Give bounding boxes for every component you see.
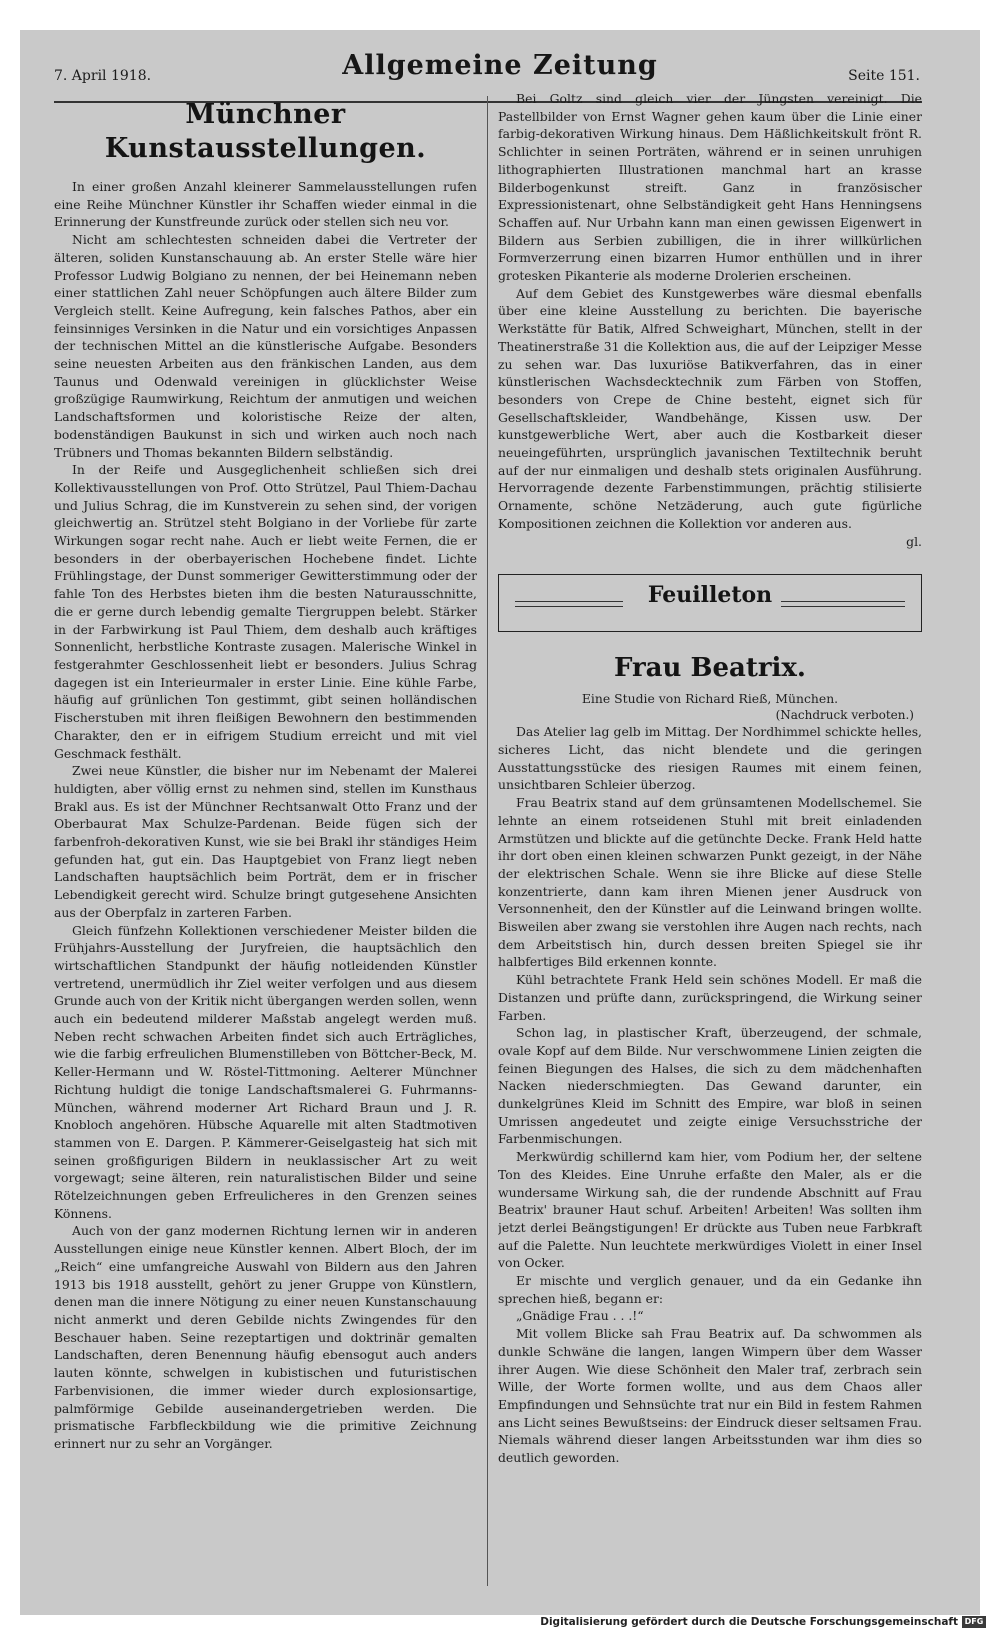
article-paragraph: Auf dem Gebiet des Kunstgewerbes wäre diesmal ebenfalls über eine kleine Ausstellung zu berichten. Die bayerische Werkstätte für Batik, Alfred Schweighart, München, stellt in der Theatinerstraße 31 die Kollektion aus, die auf der Leipziger Messe zu sehen war. Das luxuriöse Batikverfahren, das in einer künstlerischen Wachsdecktechnik zum Färben von Stoffen, besonders von Crepe de Chine besteht, eignet sich für Gesellschaftskleider, Wandbehänge, Kissen usw. Der kunstgewerbliche Wert, aber auch die Kostbarkeit dieser neueingeführten, ursprünglich javanischen Textiltechnik beruht auf der nur einmaligen und deshalb stets originalen Ausführung. Hervorragende dezente Farbenstimmungen, prächtig stilisierte Ornamente, schöne Netzäderung, auch gute figürliche Kompositionen zeichnen die Kollektion vor anderen aus. [498, 285, 922, 531]
newspaper-page [20, 30, 980, 1615]
article-paragraph: Auch von der ganz modernen Richtung lernen wir in anderen Ausstellungen einige neue Künstler kennen. Albert Bloch, der im „Reich“ eine umfangreiche Auswahl von Bildern aus den Jahren 1913 bis 1918 ausstellt, gehört zu jener Gruppe von Künstlern, denen man die innere Nötigung zu einer neuen Kunstanschauung nicht anmerkt und deren Gebilde nichts Zwingendes für den Beschauer haben. Seine rezeptartigen und doktrinär gemalten Landschaften, deren Benennung häufig ebensogut auch anders lauten könnte, schwelgen in kubistischen und futuristischen Farbenvisionen, die immer wieder durch explosionsartige, palmförmige Gebilde auseinandergetrieben werden. Die prismatische Farbfleckbildung wie die primitive Zeichnung erinnert nur zu sehr an Vorgänger. [54, 1223, 477, 1451]
article-signature: gl. [906, 533, 922, 549]
feuilleton-label: Feuilleton [647, 582, 773, 609]
article-paragraph: Gleich fünfzehn Kollektionen verschiedener Meister bilden die Frühjahrs-Ausstellung der Juryfreien, die hauptsächlich den wirtschaftlichen Standpunkt der häufig notleidenden Künstler vertretend, unermüdlich ihr Ziel weiter verfolgen und aus diesem Grunde auch von der Kritik nicht übergangen werden sollen, wenn auch ein bedeutend milderer Maßstab angelegt werden muß. Neben recht schwachen Arbeiten findet sich auch Erträgliches, wie die farbig erfreulichen Blumenstilleben von Böttcher-Beck, M. Keller-Hermann und W. Röstel-Tittmoning. Aelterer Münchner Richtung huldigt die tonige Landschaftsmalerei G. Fuhrmanns-München, während moderner Art Richard Braun und J. R. Knobloch angehören. Hübsche Aquarelle mit alten Stadtmotiven stammen von E. Dargen. P. Kämmerer-Geiselgasteig hat sich mit seinen großfigurigen Bildern in neuklassischer Art zu weit vorgewagt; seine älteren, rein naturalistischen Bilder und seine Rötelzeichnungen geben Erfreulicheres in den Grenzen seines Könnens. [54, 922, 477, 1221]
ornament-rule-right [781, 601, 905, 607]
article-paragraph: Zwei neue Künstler, die bisher nur im Nebenamt der Malerei huldigten, aber völlig ernst zu nehmen sind, stellen im Kunsthaus Brakl aus. Es ist der Münchner Rechtsanwalt Otto Franz und der Oberbaurat Max Schulze-Pardenan. Beide fügen sich der farbenfroh-dekorativen Kunst, wie sie bei Brakl ihr ständiges Heim gefunden hat, gut ein. Das Hauptgebiet von Franz liegt neben Landschaften hauptsächlich beim Porträt, dem er in frischer Lebendigkeit gerecht wird. Schulze bringt gutgesehene Ansichten aus der Oberpfalz in zarteren Farben. [54, 763, 477, 920]
digitization-footer [0, 1615, 1000, 1630]
reprint-note: (Nachdruck verboten.) [775, 708, 914, 723]
story-paragraph: Merkwürdig schillernd kam hier, vom Podium her, der seltene Ton des Kleides. Eine Unruhe erfaßte den Maler, als er die wundersame Wirkung sah, die der rundende Abschnitt auf Frau Beatrix' brauner Haut schuf. Arbeiten! Arbeiten! Was sollten ihm jetzt derlei Beängstigungen! Er drückte aus Tuben neue Farbkraft auf die Palette. Nun leuchtete merkwürdiges Violett in einer Insel von Ocker. [498, 1149, 922, 1271]
article-paragraph: Nicht am schlechtesten schneiden dabei die Vertreter der älteren, soliden Kunstanschauung ab. An erster Stelle wäre hier Professor Ludwig Bolgiano zu nennen, der bei Heinemann neben einer stattlichen Zahl neuer Schöpfungen auch ältere Bilder zum Vergleich stellt. Keine Aufregung, kein falsches Pathos, aber ein feinsinniges Versinken in die Natur und ein vorsichtiges Anpassen der technischen Mittel an die künstlerische Aufgabe. Besonders seine neuesten Arbeiten aus den fränkischen Landen, aus dem Taunus und Odenwald vereinigen in glücklichster Weise großzügige Raumwirkung, Reichtum der anmutigen und weichen Landschaftsformen und koloristische Reize der alten, bodenständigen Baukunst in sich und wirken auch noch nach Trübners und Thomas bekannten Bildern selbständig. [54, 232, 477, 460]
column-divider [487, 96, 488, 1586]
article-title: Münchner Kunstausstellungen. [104, 99, 427, 164]
story-paragraph: Schon lag, in plastischer Kraft, überzeugend, der schmale, ovale Kopf auf dem Bilde. Nur verschwommene Linien zeigten die feinen Biegungen des Halses, die sich zu dem mädchenhaften Nacken niederschmiegten. Das Gewand darunter, ein dunkelgrünes Kleid im Schnitt des Empire, war bloß in seinen Umrissen angedeutet und zeigte einige Versuchsstriche der Farbenmischungen. [498, 1025, 922, 1147]
article-paragraph: Bei Goltz sind gleich vier der Jüngsten vereinigt. Die Pastellbilder von Ernst Wagner gehen kaum über die Linie einer farbig-dekorativen Wirkung hinaus. Dem Häßlichkeitskult frönt R. Schlichter in seinen Porträten, während er in seinen unruhigen lithographierten Illustrationen manchmal hart an krasse Bilderbogenkunst streift. Ganz in französischer Expressionistenart, ohne Selbständigkeit geht Hans Henningsens Schaffen auf. Nur Urbahn kann man einen gewissen Eigenwert in Bildern aus Serbien zubilligen, die in ihrer willkürlichen Formverzerrung einen bizarren Humor enthüllen und in ihrer grotesken Pikanterie als moderne Drolerien erscheinen. [498, 91, 922, 284]
feuilleton-banner [498, 574, 922, 632]
story-paragraph: Kühl betrachtete Frank Held sein schönes Modell. Er maß die Distanzen und prüfte dann, zurückspringend, die Wirkung seiner Farben. [498, 972, 922, 1023]
newspaper-title: Allgemeine Zeitung [342, 50, 658, 81]
story-paragraph: „Gnädige Frau . . .!“ [516, 1308, 644, 1324]
right-column [498, 90, 922, 1586]
issue-date: 7. April 1918. [54, 68, 152, 84]
dfg-logo: DFG [962, 1616, 986, 1628]
funding-note: Digitalisierung gefördert durch die Deutsche Forschungsgemeinschaft [540, 1616, 958, 1628]
story-paragraph: Das Atelier lag gelb im Mittag. Der Nordhimmel schickte helles, sicheres Licht, das nicht blendete und die geringen Ausstattungsstücke des riesigen Raumes mit einem feinen, unsichtbaren Schleier überzog. [498, 724, 922, 793]
story-paragraph: Er mischte und verglich genauer, und da ein Gedanke ihn sprechen hieß, begann er: [498, 1273, 922, 1306]
article-paragraph: In einer großen Anzahl kleinerer Sammelausstellungen rufen eine Reihe Münchner Künstler ihr Schaffen wieder einmal in die Erinnerung der Kunstfreunde zurück oder stellen sich neu vor. [54, 179, 477, 230]
article-paragraph: In der Reife und Ausgeglichenheit schließen sich drei Kollektivausstellungen von Prof. Otto Strützel, Paul Thiem-Dachau und Julius Schrag, die im Kunstverein zu sehen sind, der vorigen gleichwertig an. Strützel steht Bolgiano in der Vorliebe für zarte Wirkungen sogar recht nahe. Auch er liebt weite Fernen, die er besonders in der oberbayerischen Hochebene findet. Lichte Frühlingstage, der Dunst sommeriger Gewitterstimmung oder der fahle Ton des Herbstes bieten ihm die besten Naturausschnitte, die er gerne durch lebendig gemalte Tiergruppen belebt. Stärker in der Farbwirkung ist Paul Thiem, dem deshalb auch kräftiges Sonnenlicht, herbstliche Kontraste zusagen. Malerische Winkel in festgerahmter Geschlossenheit liebt er besonders. Julius Schrag dagegen ist ein Interieurmaler in erster Linie. Eine kühle Farbe, häufig auf grünlichen Ton gestimmt, gibt seinen holländischen Fischerstuben mit ihren fleißigen Bewohnern den bestimmenden Charakter, den er in eifrigem Studium erreicht und mit viel Geschmack festhält. [54, 462, 477, 761]
story-title: Frau Beatrix. [613, 653, 806, 684]
story-paragraph: Frau Beatrix stand auf dem grünsamtenen Modellschemel. Sie lehnte an einem rotseidenen Stuhl mit breit einladenden Armstützen und blickte auf die getünchte Decke. Frank Held hatte ihr dort oben einen kleinen schwarzen Punkt gezeigt, in der Nähe der elektrischen Schale. Wenn sie ihre Blicke auf diese Stelle konzentrierte, dann kam ihren Mienen jener Ausdruck von Versonnenheit, den der Künstler auf die Leinwand bringen wollte. Bisweilen aber zwang sie verstohlen ihre Augen nach rechts, nach dem Arbeitstisch hin, durch dessen breiten Spiegel sie ihr halbfertiges Bild erkennen konnte. [498, 795, 922, 970]
left-column [54, 90, 477, 1586]
page-number: Seite 151. [848, 68, 920, 84]
story-subtitle: Eine Studie von Richard Rieß, München. [581, 691, 839, 707]
story-paragraph: Mit vollem Blicke sah Frau Beatrix auf. Da schwommen als dunkle Schwäne die langen, langen Wimpern über dem Wasser ihrer Augen. Wie diese Schönheit den Maler traf, zerbrach sein Wille, der Worte formen wollte, und aus dem Chaos aller Empfindungen und Sehnsüchte trat nur ein Bild in festem Rahmen ans Licht seines Bewußtseins: der Eindruck dieser seltsamen Frau. Niemals während dieser langen Arbeitsstunden war ihm dies so deutlich geworden. [498, 1326, 922, 1466]
page-header [20, 44, 980, 94]
